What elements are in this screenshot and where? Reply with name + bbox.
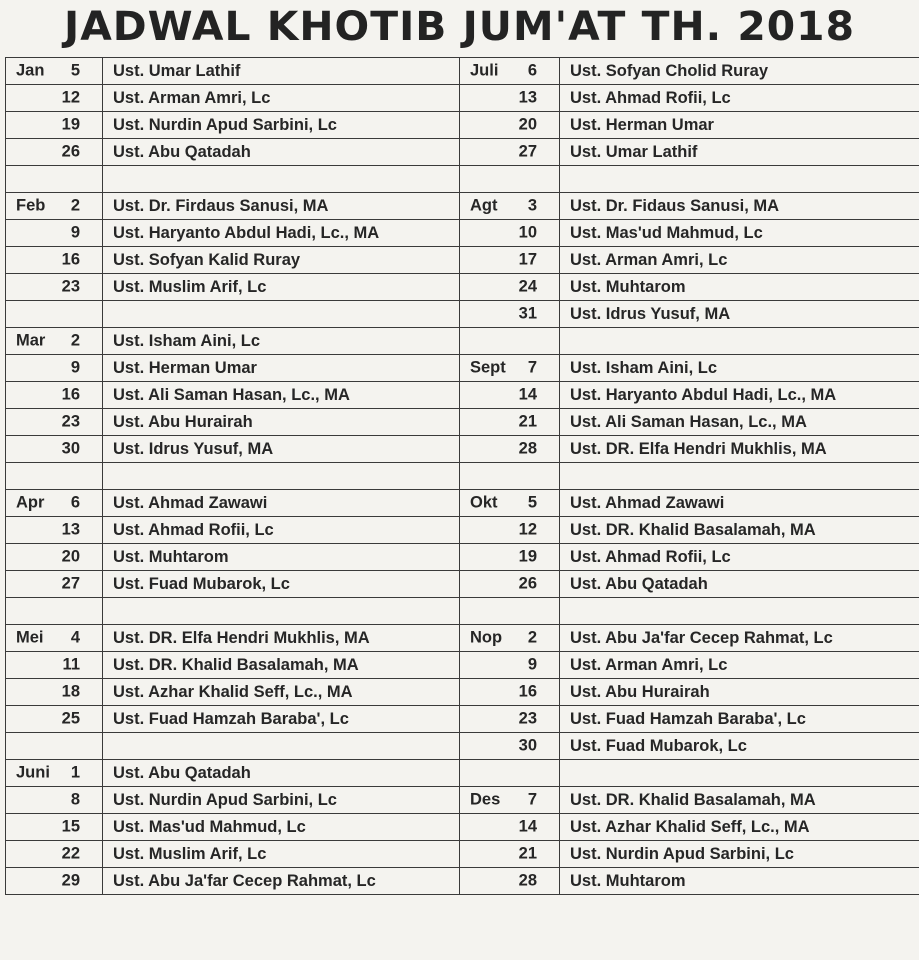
day-number: 7 xyxy=(527,790,537,809)
table-row xyxy=(6,787,919,814)
day-number: 25 xyxy=(61,709,80,728)
day-number: 22 xyxy=(61,844,80,863)
right-khotib-name: Ust. Fuad Mubarok, Lc xyxy=(560,733,919,760)
right-khotib-name xyxy=(560,760,919,787)
right-khotib-name xyxy=(560,328,919,355)
table-row xyxy=(6,166,919,193)
day-number: 14 xyxy=(518,817,537,836)
day-number: 20 xyxy=(518,115,537,134)
right-khotib-name: Ust. DR. Khalid Basalamah, MA xyxy=(560,517,919,544)
right-date-cell xyxy=(460,463,560,490)
right-khotib-name: Ust. Abu Ja'far Cecep Rahmat, Lc xyxy=(560,625,919,652)
day-number: 23 xyxy=(61,277,80,296)
left-khotib-name: Ust. Haryanto Abdul Hadi, Lc., MA xyxy=(103,220,460,247)
day-number: 8 xyxy=(70,790,80,809)
right-date-cell xyxy=(460,787,560,814)
left-date-cell xyxy=(6,706,103,733)
right-khotib-name: Ust. Ahmad Rofii, Lc xyxy=(560,85,919,112)
left-khotib-name: Ust. Herman Umar xyxy=(103,355,460,382)
right-date-cell xyxy=(460,274,560,301)
left-khotib-name: Ust. Umar Lathif xyxy=(103,58,460,85)
day-number: 14 xyxy=(518,385,537,404)
left-khotib-name: Ust. Ahmad Rofii, Lc xyxy=(103,517,460,544)
left-date-cell xyxy=(6,355,103,382)
table-row xyxy=(6,490,919,517)
right-date-cell xyxy=(460,625,560,652)
day-number: 26 xyxy=(61,142,80,161)
day-number: 15 xyxy=(61,817,80,836)
right-date-cell xyxy=(460,733,560,760)
table-row xyxy=(6,463,919,490)
table-row xyxy=(6,301,919,328)
day-number: 24 xyxy=(518,277,537,296)
table-row xyxy=(6,571,919,598)
month-label: Apr xyxy=(16,493,45,512)
table-row xyxy=(6,247,919,274)
left-khotib-name: Ust. Arman Amri, Lc xyxy=(103,85,460,112)
left-khotib-name xyxy=(103,463,460,490)
right-date-cell xyxy=(460,571,560,598)
right-khotib-name: Ust. Dr. Fidaus Sanusi, MA xyxy=(560,193,919,220)
left-date-cell xyxy=(6,301,103,328)
right-khotib-name: Ust. Sofyan Cholid Ruray xyxy=(560,58,919,85)
day-number: 10 xyxy=(518,223,537,242)
left-khotib-name: Ust. Sofyan Kalid Ruray xyxy=(103,247,460,274)
right-date-cell xyxy=(460,193,560,220)
table-row xyxy=(6,58,919,85)
right-date-cell xyxy=(460,706,560,733)
left-khotib-name: Ust. Dr. Firdaus Sanusi, MA xyxy=(103,193,460,220)
left-date-cell xyxy=(6,733,103,760)
left-khotib-name xyxy=(103,301,460,328)
right-date-cell xyxy=(460,355,560,382)
table-row xyxy=(6,760,919,787)
day-number: 19 xyxy=(61,115,80,134)
table-row xyxy=(6,220,919,247)
right-date-cell xyxy=(460,382,560,409)
right-khotib-name: Ust. Fuad Hamzah Baraba', Lc xyxy=(560,706,919,733)
day-number: 21 xyxy=(518,412,537,431)
day-number: 30 xyxy=(518,736,537,755)
right-khotib-name: Ust. Isham Aini, Lc xyxy=(560,355,919,382)
table-row xyxy=(6,85,919,112)
day-number: 20 xyxy=(61,547,80,566)
day-number: 16 xyxy=(518,682,537,701)
day-number: 4 xyxy=(70,628,80,647)
day-number: 21 xyxy=(518,844,537,863)
left-khotib-name: Ust. Nurdin Apud Sarbini, Lc xyxy=(103,112,460,139)
day-number: 2 xyxy=(70,196,80,215)
table-row xyxy=(6,274,919,301)
right-khotib-name: Ust. Ahmad Zawawi xyxy=(560,490,919,517)
left-date-cell xyxy=(6,220,103,247)
right-khotib-name: Ust. Azhar Khalid Seff, Lc., MA xyxy=(560,814,919,841)
left-date-cell xyxy=(6,382,103,409)
table-row xyxy=(6,679,919,706)
left-khotib-name: Ust. Fuad Hamzah Baraba', Lc xyxy=(103,706,460,733)
day-number: 11 xyxy=(62,655,80,674)
left-khotib-name xyxy=(103,733,460,760)
month-label: Juni xyxy=(16,763,50,782)
month-label: Des xyxy=(470,790,501,809)
day-number: 31 xyxy=(518,304,537,323)
month-label: Sept xyxy=(470,358,506,377)
right-khotib-name: Ust. Abu Qatadah xyxy=(560,571,919,598)
day-number: 28 xyxy=(518,871,537,890)
left-khotib-name: Ust. Ahmad Zawawi xyxy=(103,490,460,517)
right-date-cell xyxy=(460,166,560,193)
table-row xyxy=(6,436,919,463)
day-number: 13 xyxy=(518,88,537,107)
left-date-cell xyxy=(6,328,103,355)
right-khotib-name: Ust. Arman Amri, Lc xyxy=(560,247,919,274)
month-label: Mar xyxy=(16,331,46,350)
left-date-cell xyxy=(6,58,103,85)
day-number: 30 xyxy=(61,439,80,458)
table-row xyxy=(6,841,919,868)
left-date-cell xyxy=(6,463,103,490)
table-row xyxy=(6,139,919,166)
right-khotib-name xyxy=(560,166,919,193)
right-date-cell xyxy=(460,598,560,625)
day-number: 9 xyxy=(70,223,80,242)
left-khotib-name: Ust. Idrus Yusuf, MA xyxy=(103,436,460,463)
right-khotib-name: Ust. Umar Lathif xyxy=(560,139,919,166)
day-number: 18 xyxy=(61,682,80,701)
table-row xyxy=(6,652,919,679)
left-date-cell xyxy=(6,625,103,652)
day-number: 26 xyxy=(518,574,537,593)
left-khotib-name: Ust. Nurdin Apud Sarbini, Lc xyxy=(103,787,460,814)
left-date-cell xyxy=(6,85,103,112)
left-date-cell xyxy=(6,841,103,868)
left-date-cell xyxy=(6,274,103,301)
page-title: JADWAL KHOTIB JUM'AT TH. 2018 xyxy=(63,4,855,50)
right-khotib-name: Ust. Muhtarom xyxy=(560,868,919,895)
left-date-cell xyxy=(6,436,103,463)
day-number: 13 xyxy=(61,520,80,539)
day-number: 6 xyxy=(527,61,537,80)
day-number: 9 xyxy=(527,655,537,674)
left-khotib-name: Ust. Fuad Mubarok, Lc xyxy=(103,571,460,598)
left-date-cell xyxy=(6,814,103,841)
day-number: 12 xyxy=(518,520,537,539)
day-number: 2 xyxy=(70,331,80,350)
right-date-cell xyxy=(460,517,560,544)
right-khotib-name xyxy=(560,463,919,490)
right-date-cell xyxy=(460,436,560,463)
right-date-cell xyxy=(460,760,560,787)
table-row xyxy=(6,868,919,895)
table-row xyxy=(6,355,919,382)
left-date-cell xyxy=(6,760,103,787)
table-row xyxy=(6,625,919,652)
right-date-cell xyxy=(460,58,560,85)
day-number: 7 xyxy=(527,358,537,377)
left-khotib-name: Ust. Mas'ud Mahmud, Lc xyxy=(103,814,460,841)
left-date-cell xyxy=(6,571,103,598)
left-khotib-name: Ust. Abu Hurairah xyxy=(103,409,460,436)
left-khotib-name: Ust. Ali Saman Hasan, Lc., MA xyxy=(103,382,460,409)
right-khotib-name: Ust. Muhtarom xyxy=(560,274,919,301)
day-number: 16 xyxy=(61,385,80,404)
left-date-cell xyxy=(6,598,103,625)
right-khotib-name: Ust. DR. Khalid Basalamah, MA xyxy=(560,787,919,814)
day-number: 17 xyxy=(518,250,537,269)
table-row xyxy=(6,382,919,409)
right-date-cell xyxy=(460,841,560,868)
left-date-cell xyxy=(6,517,103,544)
table-row xyxy=(6,112,919,139)
left-khotib-name xyxy=(103,166,460,193)
left-khotib-name xyxy=(103,598,460,625)
left-khotib-name: Ust. Abu Ja'far Cecep Rahmat, Lc xyxy=(103,868,460,895)
day-number: 12 xyxy=(61,88,80,107)
day-number: 27 xyxy=(518,142,537,161)
left-date-cell xyxy=(6,166,103,193)
left-date-cell xyxy=(6,247,103,274)
right-date-cell xyxy=(460,814,560,841)
left-date-cell xyxy=(6,112,103,139)
right-date-cell xyxy=(460,85,560,112)
schedule-table xyxy=(5,57,919,895)
left-khotib-name: Ust. Azhar Khalid Seff, Lc., MA xyxy=(103,679,460,706)
left-khotib-name: Ust. Abu Qatadah xyxy=(103,139,460,166)
right-khotib-name: Ust. DR. Elfa Hendri Mukhlis, MA xyxy=(560,436,919,463)
day-number: 5 xyxy=(70,61,80,80)
day-number: 9 xyxy=(70,358,80,377)
right-khotib-name: Ust. Haryanto Abdul Hadi, Lc., MA xyxy=(560,382,919,409)
left-date-cell xyxy=(6,409,103,436)
right-khotib-name: Ust. Idrus Yusuf, MA xyxy=(560,301,919,328)
table-row xyxy=(6,328,919,355)
day-number: 5 xyxy=(527,493,537,512)
day-number: 28 xyxy=(518,439,537,458)
left-khotib-name: Ust. Muhtarom xyxy=(103,544,460,571)
day-number: 2 xyxy=(527,628,537,647)
month-label: Nop xyxy=(470,628,503,647)
right-khotib-name: Ust. Ahmad Rofii, Lc xyxy=(560,544,919,571)
right-date-cell xyxy=(460,544,560,571)
table-row xyxy=(6,409,919,436)
month-label: Okt xyxy=(470,493,498,512)
table-row xyxy=(6,193,919,220)
month-label: Feb xyxy=(16,196,46,215)
right-date-cell xyxy=(460,220,560,247)
left-khotib-name: Ust. Muslim Arif, Lc xyxy=(103,841,460,868)
table-row xyxy=(6,544,919,571)
left-date-cell xyxy=(6,139,103,166)
day-number: 27 xyxy=(61,574,80,593)
table-row xyxy=(6,598,919,625)
left-khotib-name: Ust. DR. Elfa Hendri Mukhlis, MA xyxy=(103,625,460,652)
month-label: Agt xyxy=(470,196,498,215)
right-date-cell xyxy=(460,490,560,517)
day-number: 19 xyxy=(518,547,537,566)
month-label: Mei xyxy=(16,628,44,647)
left-date-cell xyxy=(6,787,103,814)
right-date-cell xyxy=(460,301,560,328)
left-khotib-name: Ust. Isham Aini, Lc xyxy=(103,328,460,355)
right-khotib-name: Ust. Abu Hurairah xyxy=(560,679,919,706)
right-khotib-name: Ust. Arman Amri, Lc xyxy=(560,652,919,679)
right-date-cell xyxy=(460,112,560,139)
left-khotib-name: Ust. Abu Qatadah xyxy=(103,760,460,787)
table-row xyxy=(6,706,919,733)
day-number: 29 xyxy=(61,871,80,890)
left-date-cell xyxy=(6,193,103,220)
left-date-cell xyxy=(6,679,103,706)
day-number: 23 xyxy=(518,709,537,728)
right-date-cell xyxy=(460,328,560,355)
right-date-cell xyxy=(460,409,560,436)
month-label: Jan xyxy=(16,61,45,80)
left-date-cell xyxy=(6,490,103,517)
right-khotib-name: Ust. Ali Saman Hasan, Lc., MA xyxy=(560,409,919,436)
left-date-cell xyxy=(6,868,103,895)
right-khotib-name: Ust. Nurdin Apud Sarbini, Lc xyxy=(560,841,919,868)
day-number: 16 xyxy=(61,250,80,269)
right-date-cell xyxy=(460,247,560,274)
day-number: 23 xyxy=(61,412,80,431)
left-date-cell xyxy=(6,544,103,571)
left-date-cell xyxy=(6,652,103,679)
left-khotib-name: Ust. Muslim Arif, Lc xyxy=(103,274,460,301)
right-date-cell xyxy=(460,868,560,895)
day-number: 3 xyxy=(527,196,537,215)
right-date-cell xyxy=(460,652,560,679)
table-row xyxy=(6,733,919,760)
right-date-cell xyxy=(460,139,560,166)
schedule-body xyxy=(6,58,919,895)
right-khotib-name: Ust. Herman Umar xyxy=(560,112,919,139)
day-number: 1 xyxy=(70,763,80,782)
month-label: Juli xyxy=(470,61,499,80)
day-number: 6 xyxy=(70,493,80,512)
left-khotib-name: Ust. DR. Khalid Basalamah, MA xyxy=(103,652,460,679)
table-row xyxy=(6,517,919,544)
right-khotib-name xyxy=(560,598,919,625)
right-khotib-name: Ust. Mas'ud Mahmud, Lc xyxy=(560,220,919,247)
table-row xyxy=(6,814,919,841)
right-date-cell xyxy=(460,679,560,706)
